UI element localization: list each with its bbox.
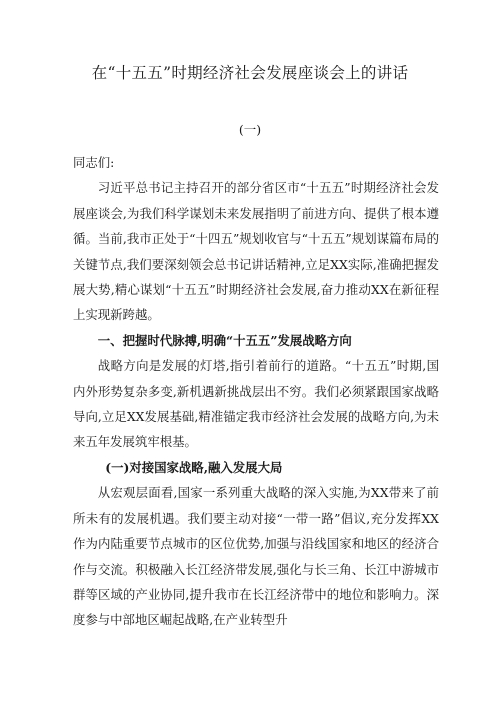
intro-paragraph: 习近平总书记主持召开的部分省区市“十五五”时期经济社会发展座谈会,为我们科学谋划未来发展指明了前进方向、提供了根本遵循。当前,我市正处于“十四五”规划收官与“十五五”规划谋篇布局的关键节点,我们要深刻领会总书记讲话精神,立足XX实际,准确把握发展大势,精心谋划“十五五”时期经济社会发展,奋力推动XX在新征程上实现新跨越。 [73, 180, 439, 323]
document-title: 在“十五五”时期经济社会发展座谈会上的讲话 [91, 64, 409, 82]
paragraph: 战略方向是发展的灯塔,指引着前行的道路。“十五五”时期,国内外形势复杂多变,新机遇新挑战层出不穷。我们必须紧跟国家战略导向,立足XX发展基础,精准锚定我市经济社会发展的战略方向,为未来五年发展筑牢根基。 [73, 358, 439, 450]
document-body [73, 150, 439, 633]
heading-level-2: (一)对接国家战略,融入发展大局 [105, 459, 283, 475]
paragraph: 从宏观层面看,国家一系列重大战略的深入实施,为XX带来了前所未有的发展机遇。我们要主动对接“一带一路”倡议,充分发挥XX作为内陆重要节点城市的区位优势,加强与沿线国家和地区的经济合作与交流。积极融入长江经济带发展,强化与长三角、长江中游城市群等区域的产业协同,提升我市在长江经济带中的地位和影响力。深度参与中部地区崛起战略,在产业转型升 [73, 485, 439, 628]
salutation: 同志们: [73, 155, 115, 170]
section-number: (一) [238, 122, 262, 137]
heading-level-1: 一、把握时代脉搏,明确“十五五”发展战略方向 [97, 332, 352, 348]
